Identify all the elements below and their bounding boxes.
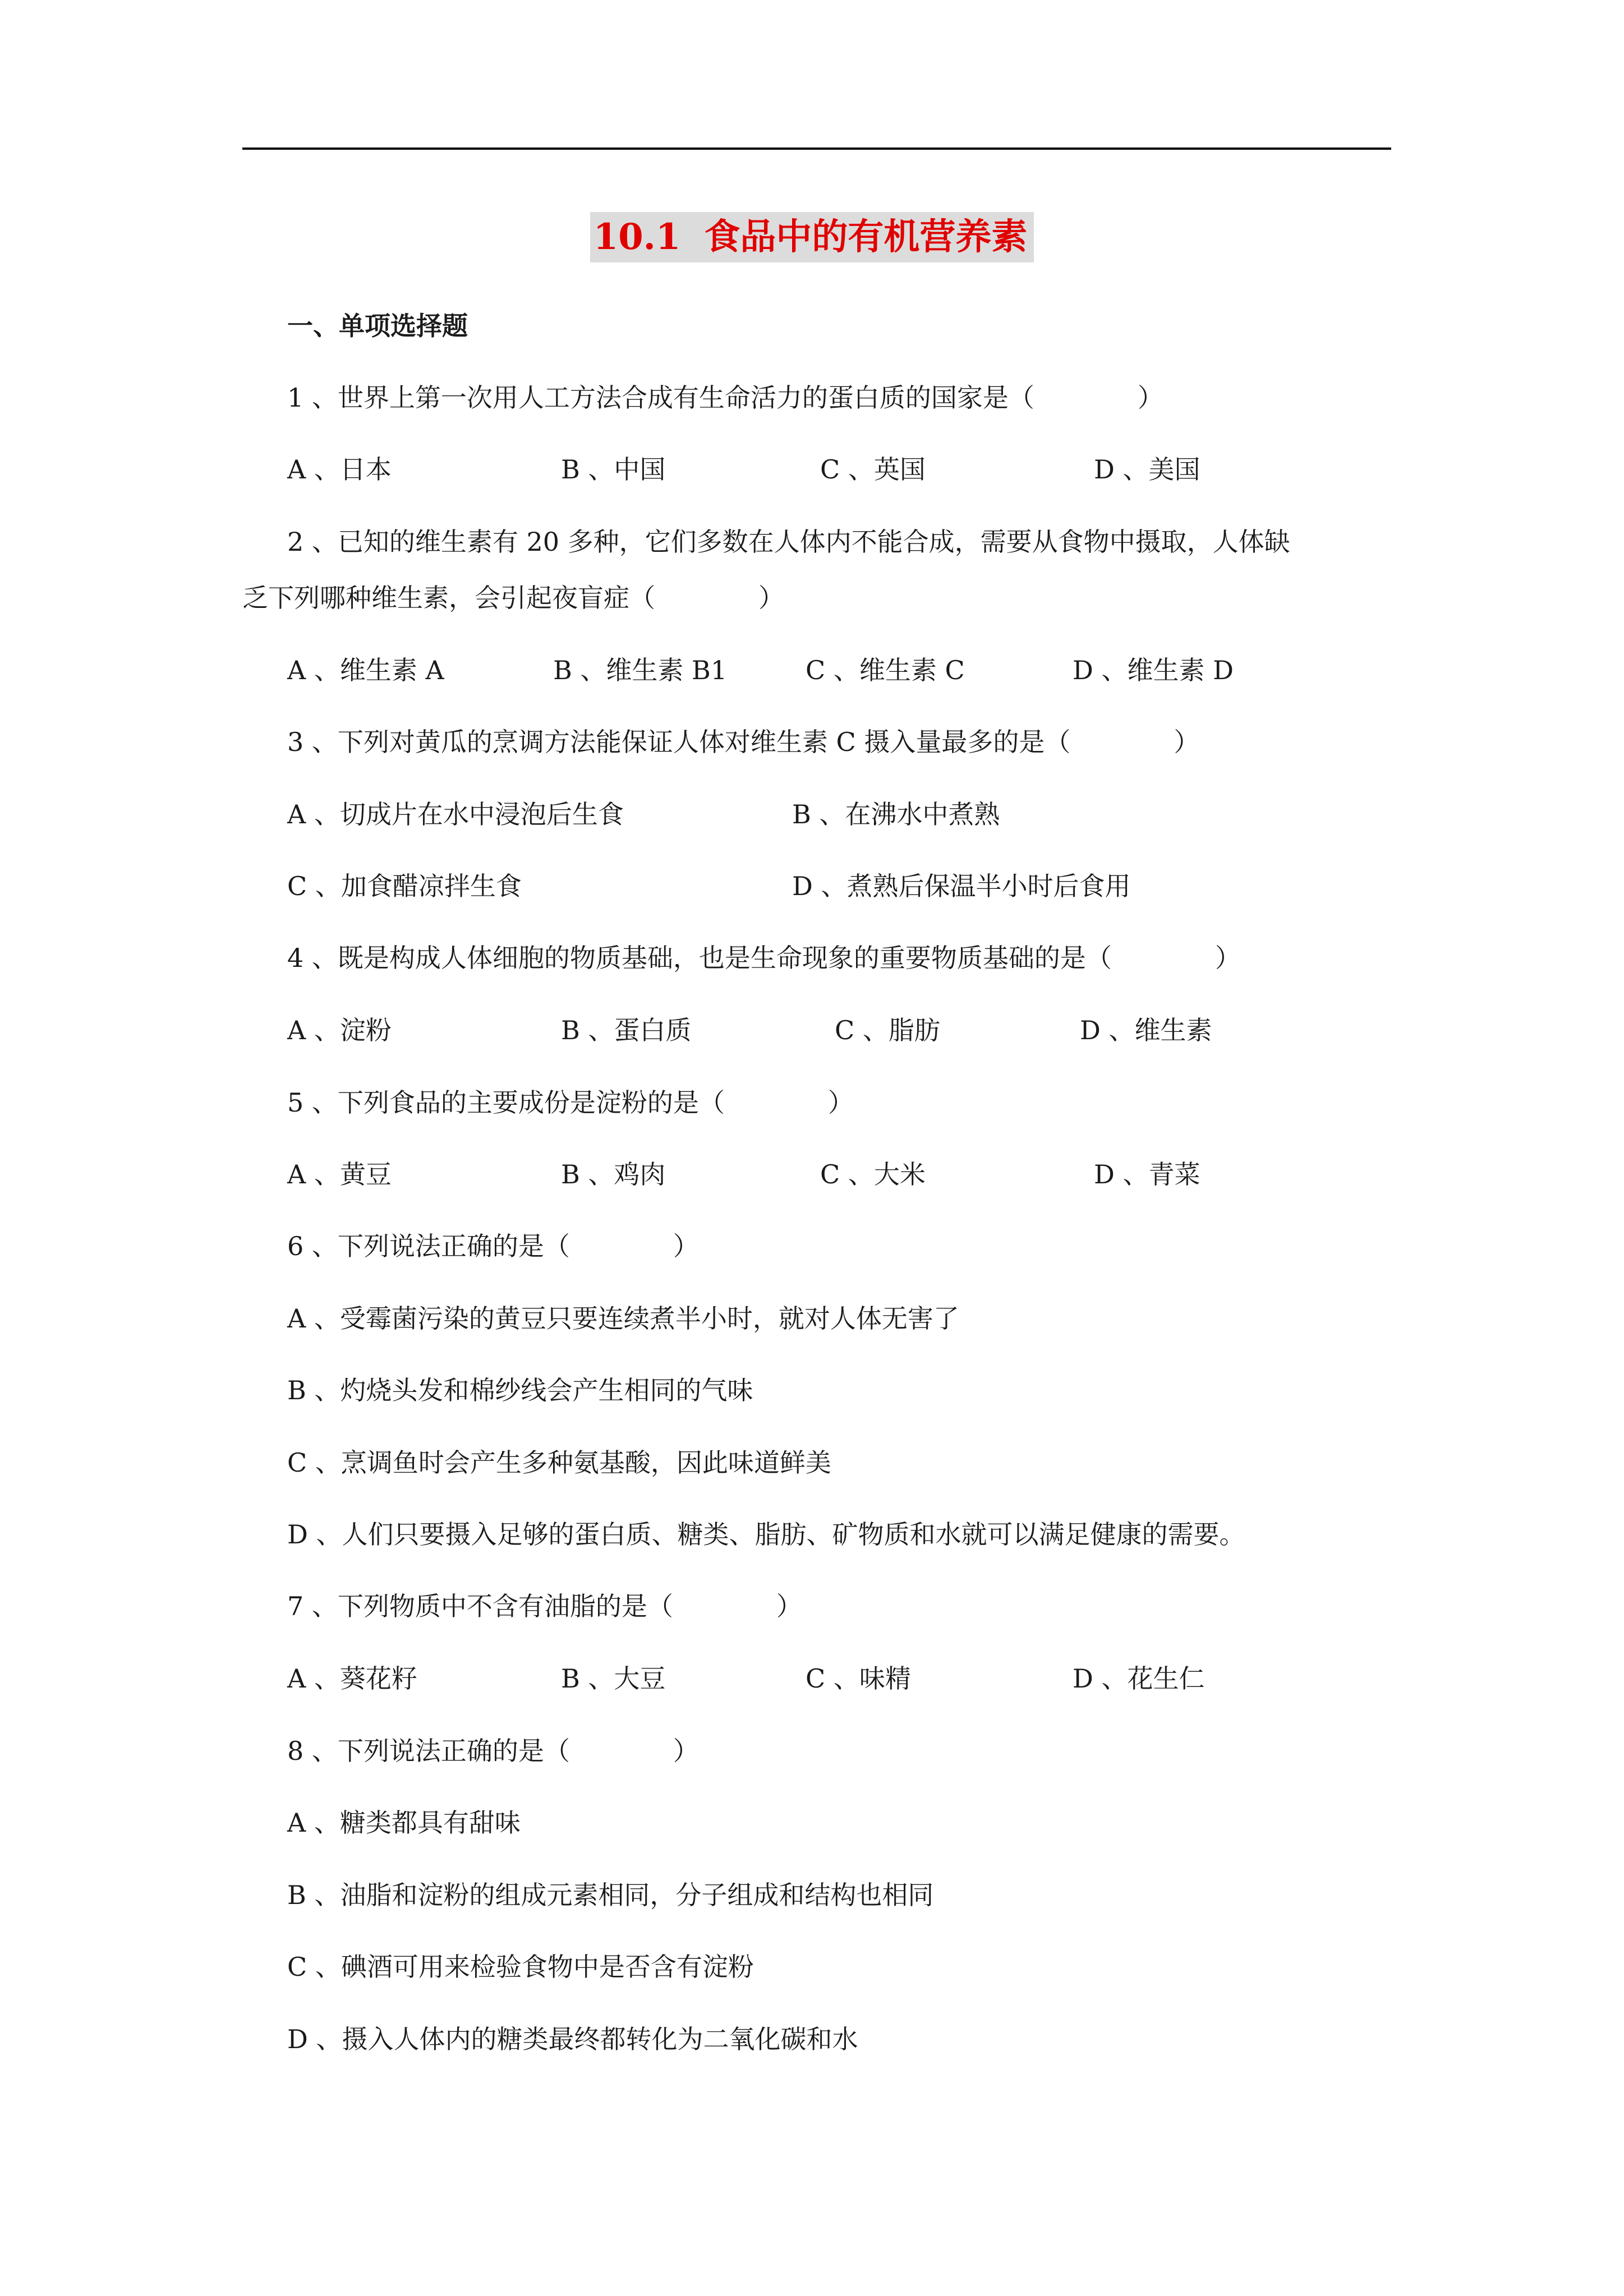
question-4-option-a: A 、淀粉 — [287, 1015, 392, 1045]
question-1-option-c: C 、英国 — [820, 454, 926, 485]
question-6-option-c: C 、烹调鱼时会产生多种氨基酸，因此味道鲜美 — [287, 1447, 831, 1478]
question-5-option-c: C 、大米 — [820, 1159, 926, 1190]
question-8-option-c: C 、碘酒可用来检验食物中是否含有淀粉 — [287, 1952, 754, 1982]
question-1-stem: 1 、世界上第一次用人工方法合成有生命活力的蛋白质的国家是（ ） — [287, 382, 1163, 413]
question-5-option-b: B 、鸡肉 — [561, 1159, 666, 1190]
section-heading: 一、单项选择题 — [287, 311, 468, 341]
question-2-option-c: C 、维生素 C — [806, 655, 965, 685]
question-3-option-d: D 、煮熟后保温半小时后食用 — [792, 871, 1131, 901]
question-1-option-b: B 、中国 — [561, 454, 666, 485]
question-6-option-d: D 、人们只要摄入足够的蛋白质、糖类、脂肪、矿物质和水就可以满足健康的需要。 — [287, 1519, 1245, 1550]
question-3-stem: 3 、下列对黄瓜的烹调方法能保证人体对维生素 C 摄入量最多的是（ ） — [287, 727, 1200, 757]
question-7-option-c: C 、味精 — [806, 1663, 911, 1694]
question-4-stem: 4 、既是构成人体细胞的物质基础，也是生命现象的重要物质基础的是（ ） — [287, 943, 1241, 973]
question-7-option-d: D 、花生仁 — [1073, 1663, 1205, 1694]
question-3-option-a: A 、切成片在水中浸泡后生食 — [287, 799, 624, 829]
question-2-option-a: A 、维生素 A — [287, 655, 444, 685]
question-2-option-d: D 、维生素 D — [1073, 655, 1234, 685]
question-5-option-a: A 、黄豆 — [287, 1159, 392, 1190]
title-highlight — [590, 212, 1034, 262]
header-rule — [242, 147, 1391, 150]
question-7-option-a: A 、葵花籽 — [287, 1663, 417, 1694]
question-7-stem: 7 、下列物质中不含有油脂的是（ ） — [287, 1591, 802, 1621]
question-1-option-a: A 、日本 — [287, 454, 392, 485]
question-3-option-b: B 、在沸水中煮熟 — [792, 799, 1000, 829]
question-6-stem: 6 、下列说法正确的是（ ） — [287, 1231, 699, 1261]
title-text: 食品中的有机营养素 — [704, 216, 1028, 258]
question-2-stem: 2 、已知的维生素有 20 多种，它们多数在人体内不能合成，需要从食物中摄取，人体缺 — [287, 527, 1290, 557]
question-4-option-b: B 、蛋白质 — [561, 1015, 692, 1045]
question-6-option-b: B 、灼烧头发和棉纱线会产生相同的气味 — [287, 1375, 753, 1405]
question-4-option-d: D 、维生素 — [1080, 1015, 1212, 1045]
question-6-option-a: A 、受霉菌污染的黄豆只要连续煮半小时，就对人体无害了 — [287, 1303, 959, 1334]
question-1-option-d: D 、美国 — [1094, 454, 1200, 485]
question-2-stem-continued: 乏下列哪种维生素，会引起夜盲症（ ） — [242, 583, 784, 613]
question-8-option-b: B 、油脂和淀粉的组成元素相同，分子组成和结构也相同 — [287, 1880, 934, 1910]
question-3-option-c: C 、加食醋凉拌生食 — [287, 871, 522, 901]
question-8-stem: 8 、下列说法正确的是（ ） — [287, 1736, 699, 1766]
question-4-option-c: C 、脂肪 — [835, 1015, 940, 1045]
title-number: 10.1 — [593, 216, 681, 258]
question-8-option-a: A 、糖类都具有甜味 — [287, 1808, 521, 1838]
question-5-option-d: D 、青菜 — [1094, 1159, 1200, 1190]
question-8-option-d: D 、摄入人体内的糖类最终都转化为二氧化碳和水 — [287, 2024, 858, 2054]
question-5-stem: 5 、下列食品的主要成份是淀粉的是（ ） — [287, 1087, 854, 1118]
page-title — [0, 212, 1624, 262]
question-7-option-b: B 、大豆 — [561, 1663, 666, 1694]
question-2-option-b: B 、维生素 B1 — [553, 655, 728, 685]
